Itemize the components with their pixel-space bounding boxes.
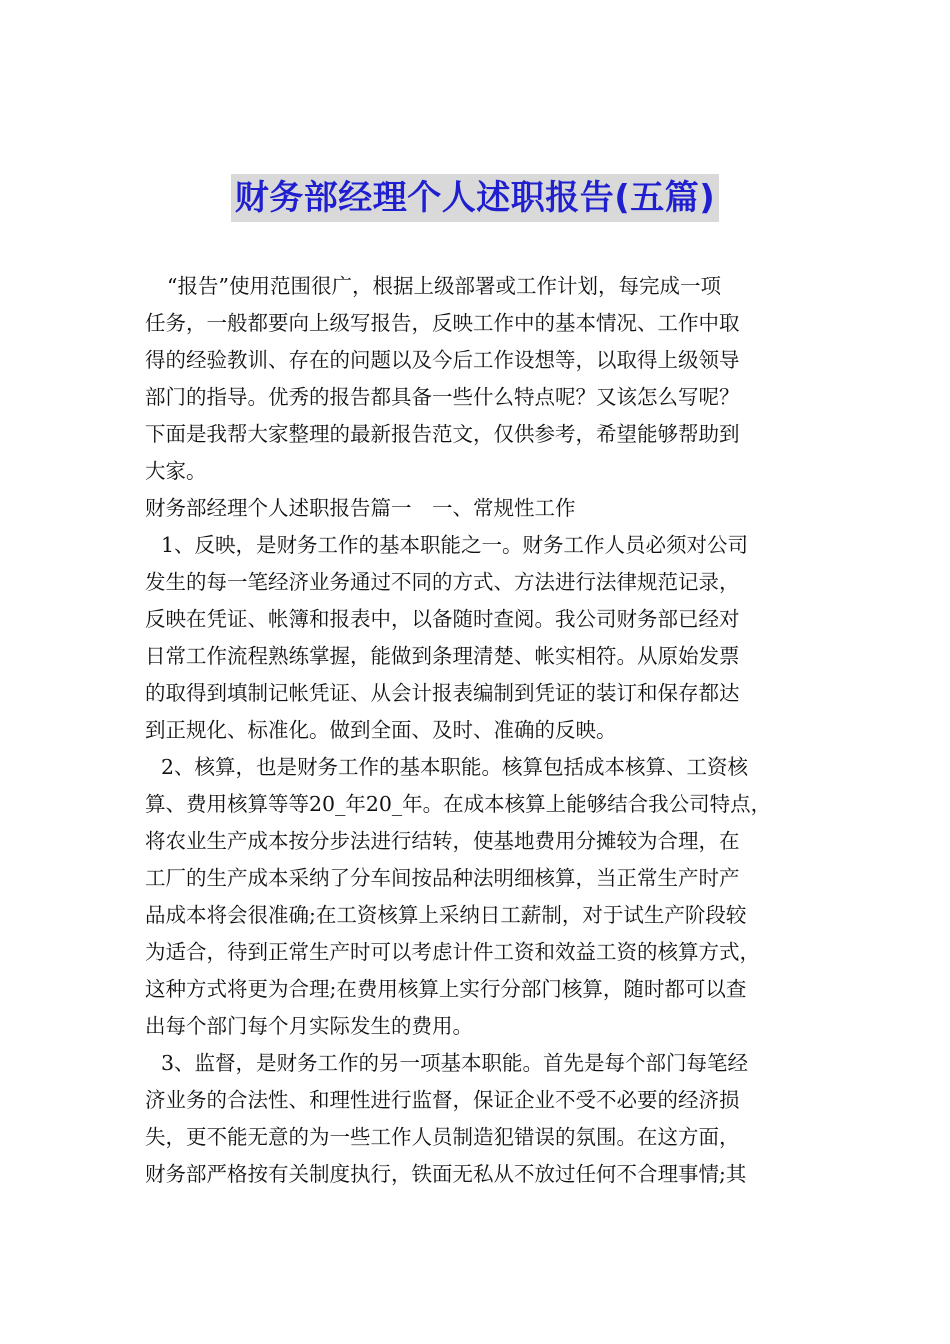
text-line: “报告”使用范围很广，根据上级部署或工作计划，每完成一项 bbox=[167, 274, 721, 298]
text-line: 发生的每一笔经济业务通过不同的方式、方法进行法律规范记录， bbox=[145, 570, 740, 594]
document-body bbox=[145, 268, 809, 1193]
text-line: 品成本将会很准确;在工资核算上采纳日工薪制，对于试生产阶段较 bbox=[145, 903, 747, 927]
text-line: 反映在凭证、帐簿和报表中，以备随时查阅。我公司财务部已经对 bbox=[145, 607, 740, 631]
text-line: 得的经验教训、存在的问题以及今后工作设想等，以取得上级领导 bbox=[145, 348, 740, 372]
text-line: 任务，一般都要向上级写报告，反映工作中的基本情况、工作中取 bbox=[145, 311, 740, 335]
text-line: 失，更不能无意的为一些工作人员制造犯错误的氛围。在这方面， bbox=[145, 1125, 740, 1149]
text-line: 济业务的合法性、和理性进行监督，保证企业不受不必要的经济损 bbox=[145, 1088, 740, 1112]
text-line: 工厂的生产成本采纳了分车间按品种法明细核算，当正常生产时产 bbox=[145, 866, 740, 890]
text-line: 2、核算，也是财务工作的基本职能。核算包括成本核算、工资核 bbox=[161, 755, 749, 779]
text-line: 的取得到填制记帐凭证、从会计报表编制到凭证的装订和保存都达 bbox=[145, 681, 740, 705]
text-line: 1、反映，是财务工作的基本职能之一。财务工作人员必须对公司 bbox=[161, 533, 749, 557]
text-line: 部门的指导。优秀的报告都具备一些什么特点呢？又该怎么写呢？ bbox=[145, 385, 740, 409]
paragraph-2 bbox=[145, 749, 809, 1045]
text-line: 算、费用核算等等20_年20_年。在成本核算上能够结合我公司特点， bbox=[145, 792, 772, 816]
text-line: 这种方式将更为合理;在费用核算上实行分部门核算，随时都可以查 bbox=[145, 977, 747, 1001]
text-line: 3、监督，是财务工作的另一项基本职能。首先是每个部门每笔经 bbox=[161, 1051, 749, 1075]
text-line: 将农业生产成本按分步法进行结转，使基地费用分摊较为合理，在 bbox=[145, 829, 740, 853]
text-line: 大家。 bbox=[145, 459, 207, 483]
title-area bbox=[0, 174, 950, 222]
text-line: 日常工作流程熟练掌握，能做到条理清楚、帐实相符。从原始发票 bbox=[145, 644, 740, 668]
paragraph-3 bbox=[145, 1045, 809, 1193]
text-line: 财务部严格按有关制度执行，铁面无私从不放过任何不合理事情;其 bbox=[145, 1162, 747, 1186]
section-heading bbox=[145, 490, 809, 527]
text-line: 到正规化、标准化。做到全面、及时、准确的反映。 bbox=[145, 718, 617, 742]
paragraph-1 bbox=[145, 527, 809, 749]
text-line: 为适合，待到正常生产时可以考虑计件工资和效益工资的核算方式， bbox=[145, 940, 760, 964]
text-line: 财务部经理个人述职报告篇一 一、常规性工作 bbox=[145, 496, 576, 520]
text-line: 出每个部门每个月实际发生的费用。 bbox=[145, 1014, 473, 1038]
text-line: 下面是我帮大家整理的最新报告范文，仅供参考，希望能够帮助到 bbox=[145, 422, 740, 446]
document-title: 财务部经理个人述职报告(五篇) bbox=[231, 174, 720, 222]
intro-paragraph bbox=[145, 268, 809, 490]
